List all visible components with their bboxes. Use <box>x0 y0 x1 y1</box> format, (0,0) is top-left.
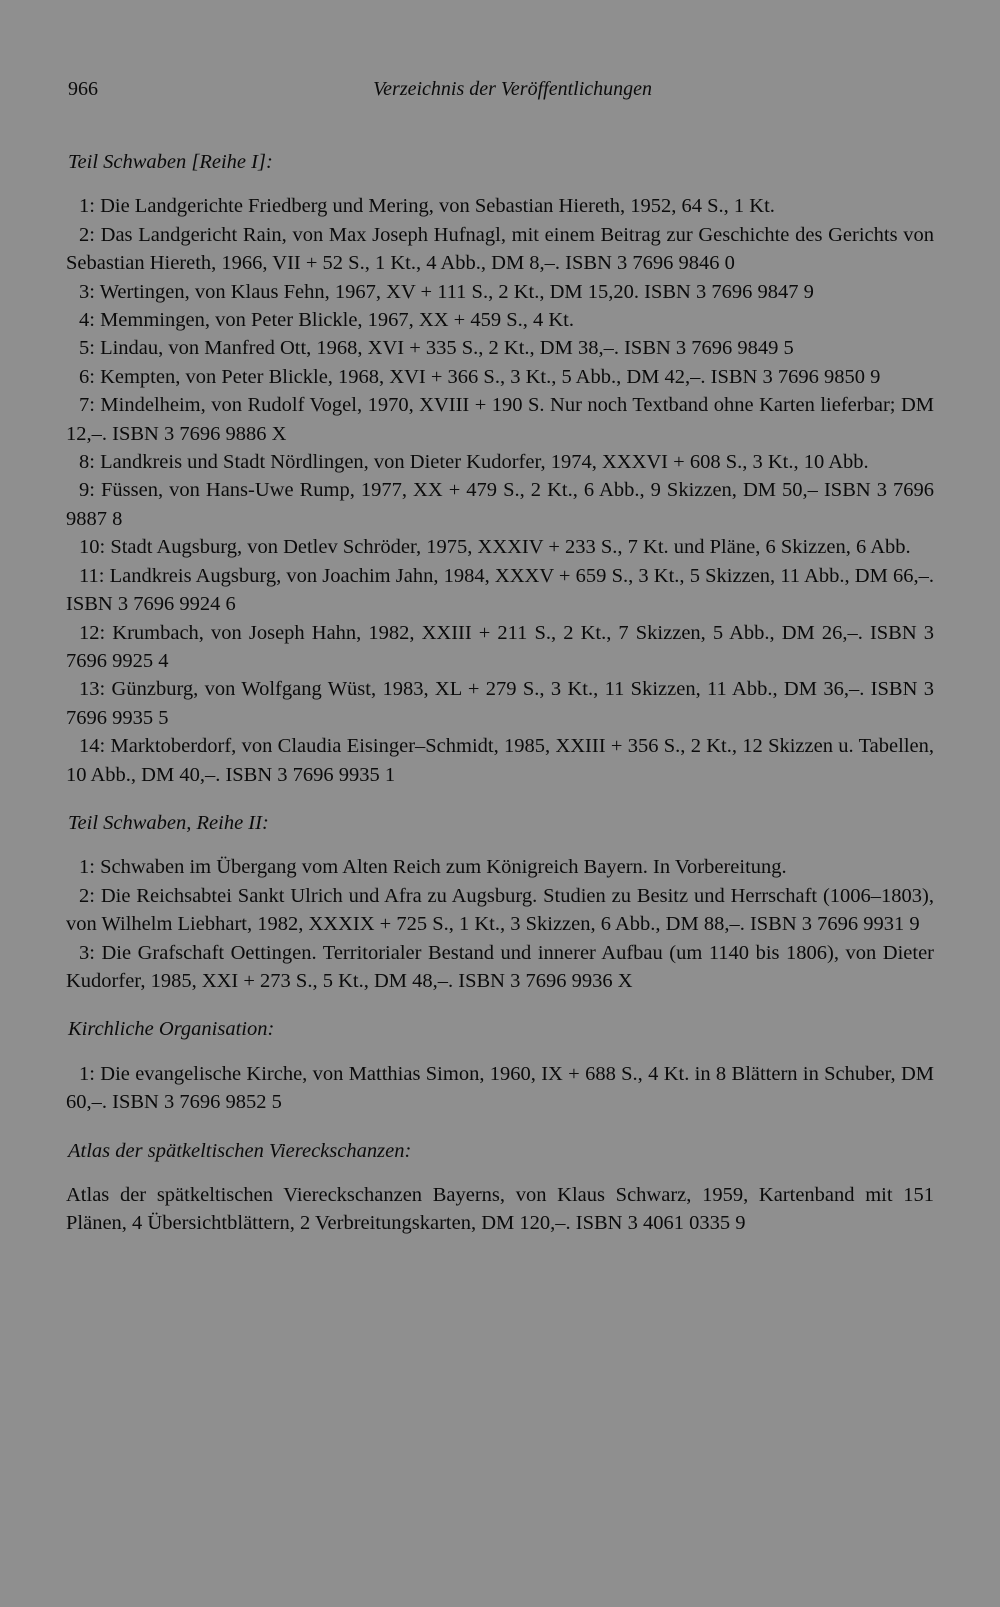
section-heading: Teil Schwaben [Reihe I]: <box>68 151 273 173</box>
section-atlas-viereckschanzen <box>66 1137 934 1238</box>
list-item: 3: Die Grafschaft Oettingen. Territorialer Bestand und innerer Aufbau (um 1140 bis 1806), von Dieter Kudorfer, 1985, XXI + 273 S., 5 Kt., DM 48,–. ISBN 3 7696 9936 X <box>66 941 934 992</box>
list-item: 10: Stadt Augsburg, von Detlev Schröder, 1975, XXXIV + 233 S., 7 Kt. und Pläne, 6 Skizzen, 6 Abb. <box>79 536 911 559</box>
running-title: Verzeichnis der Veröffentlichungen <box>373 78 652 100</box>
page-number: 966 <box>68 78 98 100</box>
list-item: 11: Landkreis Augsburg, von Joachim Jahn, 1984, XXXV + 659 S., 3 Kt., 5 Skizzen, 11 Abb., DM 66,–. ISBN 3 7696 9924 6 <box>66 564 934 616</box>
list-item: 4: Memmingen, von Peter Blickle, 1967, XX + 459 S., 4 Kt. <box>79 309 574 332</box>
list-item: 6: Kempten, von Peter Blickle, 1968, XVI + 366 S., 3 Kt., 5 Abb., DM 42,–. ISBN 3 7696 9850 9 <box>79 365 881 388</box>
list-item: 14: Marktoberdorf, von Claudia Eisinger–Schmidt, 1985, XXIII + 356 S., 2 Kt., 12 Skizzen u. Tabellen, 10 Abb., DM 40,–. ISBN 3 7696 9935 1 <box>66 735 934 786</box>
list-item: 5: Lindau, von Manfred Ott, 1968, XVI + 335 S., 2 Kt., DM 38,–. ISBN 3 7696 9849 5 <box>79 337 794 360</box>
publication-list <box>66 148 934 1238</box>
list-item: 13: Günzburg, von Wolfgang Wüst, 1983, XL + 279 S., 3 Kt., 11 Skizzen, 11 Abb., DM 36,–. ISBN 3 7696 9935 5 <box>66 678 934 729</box>
section-kirchliche-organisation <box>66 1015 934 1116</box>
list-item: 8: Landkreis und Stadt Nördlingen, von Dieter Kudorfer, 1974, XXXVI + 608 S., 3 Kt., 10 Abb. <box>79 451 869 474</box>
list-item: 9: Füssen, von Hans-Uwe Rump, 1977, XX + 479 S., 2 Kt., 6 Abb., 9 Skizzen, DM 50,– ISBN 3 7696 9887 8 <box>66 479 934 530</box>
list-item: 2: Die Reichsabtei Sankt Ulrich und Afra zu Augsburg. Studien zu Besitz und Herrschaft (1006–1803), von Wilhelm Liebhart, 1982, XXXIX + 725 S., 1 Kt., 3 Skizzen, 6 Abb., DM 88,–. ISBN 3 7696 9931 9 <box>66 884 934 936</box>
running-head <box>68 78 652 108</box>
list-item: Atlas der spätkeltischen Viereckschanzen Bayerns, von Klaus Schwarz, 1959, Kartenband mit 151 Plänen, 4 Übersichtblättern, 2 Verbreitungskarten, DM 120,–. ISBN 3 4061 0335 9 <box>66 1184 934 1235</box>
list-item: 1: Die Landgerichte Friedberg und Mering, von Sebastian Hiereth, 1952, 64 S., 1 Kt. <box>79 195 775 218</box>
list-item: 2: Das Landgericht Rain, von Max Joseph Hufnagl, mit einem Beitrag zur Geschichte des Gerichts von Sebastian Hiereth, 1966, VII + 52 S., 1 Kt., 4 Abb., DM 8,–. ISBN 3 7696 9846 0 <box>66 223 934 275</box>
list-item: 1: Die evangelische Kirche, von Matthias Simon, 1960, IX + 688 S., 4 Kt. in 8 Blättern in Schuber, DM 60,–. ISBN 3 7696 9852 5 <box>66 1062 934 1114</box>
section-heading: Atlas der spätkeltischen Viereckschanzen: <box>68 1139 412 1162</box>
section-schwaben-reihe-2 <box>66 809 934 995</box>
list-item: 12: Krumbach, von Joseph Hahn, 1982, XXIII + 211 S., 2 Kt., 7 Skizzen, 5 Abb., DM 26,–. ISBN 3 7696 9925 4 <box>66 621 934 672</box>
section-schwaben-reihe-1 <box>66 148 934 789</box>
list-item: 1: Schwaben im Übergang vom Alten Reich zum Königreich Bayern. In Vorbereitung. <box>79 856 787 879</box>
list-item: 3: Wertingen, von Klaus Fehn, 1967, XV + 111 S., 2 Kt., DM 15,20. ISBN 3 7696 9847 9 <box>79 280 814 303</box>
list-item: 7: Mindelheim, von Rudolf Vogel, 1970, XVIII + 190 S. Nur noch Textband ohne Karten lieferbar; DM 12,–. ISBN 3 7696 9886 X <box>66 394 934 445</box>
section-heading: Teil Schwaben, Reihe II: <box>68 811 269 834</box>
section-heading: Kirchliche Organisation: <box>68 1018 275 1041</box>
